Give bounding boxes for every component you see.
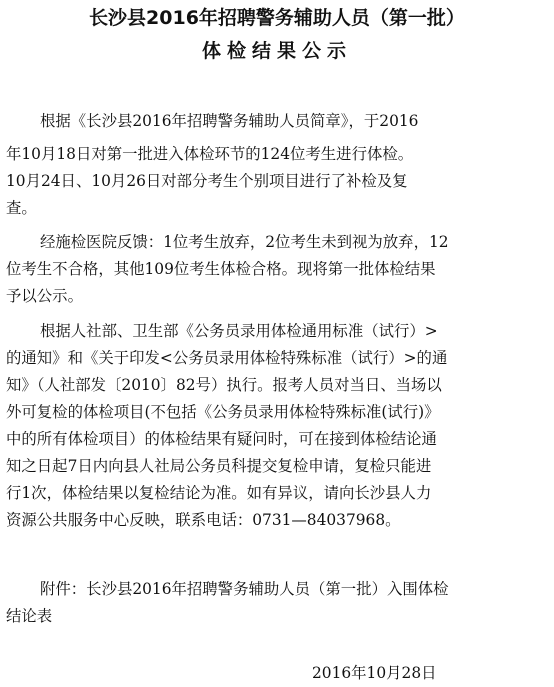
paragraph-line: 知》（人社部发〔2010〕82号）执行。报考人员对当日、当场以 bbox=[6, 376, 442, 394]
document-subtitle: 体检结果公示 bbox=[201, 40, 352, 62]
document-title: 长沙县2016年招聘警务辅助人员（第一批） bbox=[89, 7, 465, 29]
paragraph-line: 予以公示。 bbox=[6, 287, 83, 305]
paragraph-line: 中的所有体检项目）的体检结果有疑问时，可在接到体检结论通 bbox=[6, 430, 437, 448]
paragraph-line: 年10月18日对第一批进入体检环节的124位考生进行体检。 bbox=[6, 145, 414, 163]
paragraph-line: 知之日起7日内向县人社局公务员科提交复检申请，复检只能进 bbox=[6, 457, 432, 475]
paragraph-line: 经施检医院反馈：1位考生放弃，2位考生未到视为放弃，12 bbox=[40, 233, 449, 251]
paragraph-line: 根据《长沙县2016年招聘警务辅助人员简章》，于2016 bbox=[40, 112, 419, 130]
paragraph-line: 行1次，体检结果以复检结论为准。如有异议，请向长沙县人力 bbox=[6, 484, 432, 502]
attachment-line: 结论表 bbox=[6, 607, 53, 625]
paragraph-line: 外可复检的体检项目(不包括《公务员录用体检特殊标准(试行)》 bbox=[6, 403, 440, 421]
paragraph-line: 10月24日、10月26日对部分考生个别项目进行了补检及复 bbox=[6, 172, 408, 190]
paragraph-line: 资源公共服务中心反映，联系电话：0731—84037968。 bbox=[6, 511, 401, 529]
paragraph-line: 根据人社部、卫生部《公务员录用体检通用标准（试行）> bbox=[40, 322, 438, 340]
document-date: 2016年10月28日 bbox=[312, 664, 437, 682]
paragraph-line: 位考生不合格，其他109位考生体检合格。现将第一批体检结果 bbox=[6, 260, 436, 278]
attachment-line: 附件：长沙县2016年招聘警务辅助人员（第一批）入围体检 bbox=[40, 580, 449, 598]
paragraph-line: 的通知》和《关于印发<公务员录用体检特殊标准（试行）>的通 bbox=[6, 349, 448, 367]
paragraph-line: 查。 bbox=[6, 199, 37, 217]
